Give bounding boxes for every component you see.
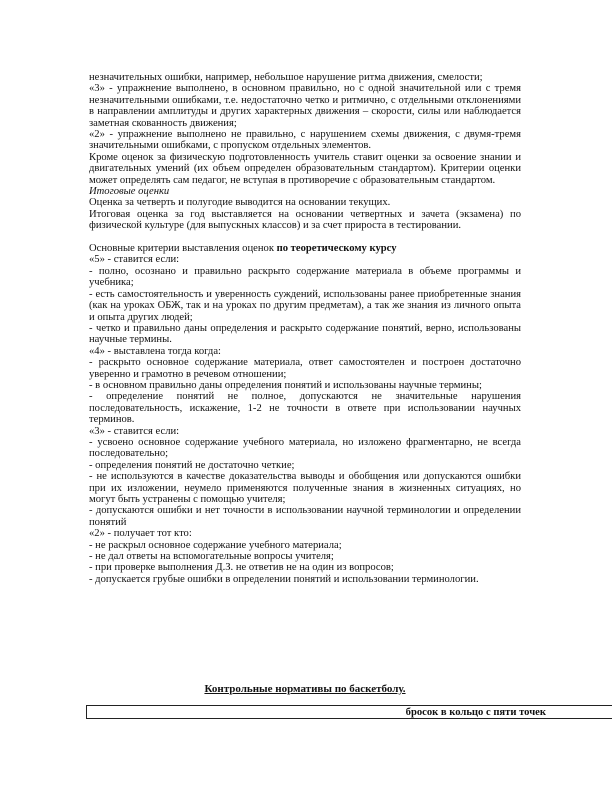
paragraph: Кроме оценок за физическую подготовленность учитель ставит оценки за освоение знании и двигательных умений (их объем определен образовательным стандартом). Критерии оценки может определять сам педагог, не вступая в противоречие с образовательным стандартом. (89, 151, 521, 186)
table-header-cell: бросок в кольцо с пяти точек (405, 707, 546, 718)
document-body (89, 72, 521, 585)
criteria-line: - усвоено основное содержание учебного материала, но изложено фрагментарно, не всегда последовательно; (89, 436, 521, 460)
theory-intro (89, 243, 521, 254)
criteria-line: - полно, осознано и правильно раскрыто содержание материала в объеме программы и учебника; (89, 265, 521, 289)
criteria-line: - допускаются ошибки и нет точности в использовании научной терминологии и определении понятий (89, 505, 521, 528)
criteria-line: «3» - ставится если: (89, 425, 180, 437)
theory-intro-text: Основные критерии выставления оценок (89, 243, 277, 255)
criteria-line: - не раскрыл основное содержание учебного материала; (89, 539, 342, 551)
criteria-line: - не используются в качестве доказательства выводы и обобщения или допускаются ошибки при их изложении, неумело применяются полученные знания в жизненных ситуациях, но могут быть устранены с помощью учителя; (89, 471, 521, 506)
criteria-line: - определение понятий не полное, допускаются не значительные нарушения последовательность, искажение, 1-2 не точности в ответе при использовании научных терминов. (89, 391, 521, 426)
criteria-line: «5» - ставится если: (89, 254, 180, 266)
section-title: Контрольные нормативы по баскетболу. (204, 683, 406, 695)
paragraph: Оценка за четверть и полугодие выводится на основании текущих. (89, 197, 391, 209)
criteria-line: «4» - выставлена тогда когда: (89, 345, 221, 357)
criteria-line: - определения понятий не достаточно четкие; (89, 459, 295, 471)
criteria-line: - раскрыто основное содержание материала, ответ самостоятелен и построен достаточно уверенно и грамотно в речевом отношении; (89, 357, 521, 380)
paragraph: «2» - упражнение выполнено не правильно, с нарушением схемы движения, с двумя-тремя значительными ошибками, с пропуском отдельных элементов. (89, 129, 521, 152)
paragraph: «3» - упражнение выполнено, в основном правильно, но с одной значительной или с тремя незначительными ошибками, т.е. недостаточно четко и ритмично, с отдельными отклонениями в направлении амплитуды и других характерных движения – скорости, силы или наблюдается заметная скованность движения; (89, 83, 521, 129)
criteria-line: «2» - получает тот кто: (89, 528, 192, 540)
criteria-line: - в основном правильно даны определения понятий и использованы научные термины; (89, 379, 482, 391)
criteria-line: - при проверке выполнения Д.З. не ответив не на один из вопросов; (89, 562, 394, 574)
criteria-line: - не дал ответы на вспомогательные вопросы учителя; (89, 551, 334, 563)
paragraph: Итоговая оценка за год выставляется на основании четвертных и зачета (экзамена) по физической культуре (для выпускных классов) и за счет прироста в тестировании. (89, 208, 521, 232)
blank-line (89, 232, 521, 243)
criteria-line: - четко и правильно даны определения и раскрыто содержание понятий, верно, использованы научные термины. (89, 322, 521, 346)
criteria-line: - допускается грубые ошибки в определении понятий и использовании терминологии. (89, 573, 479, 585)
criteria-line: - есть самостоятельность и уверенность суждений, использованы ранее приобретенные знания (как на уроках ОБЖ, так и на уроках по другим предметам), а так же знания из личного опыта и опыта других людей; (89, 288, 521, 323)
final-grades-heading: Итоговые оценки (89, 186, 170, 198)
paragraph: незначительных ошибки, например, небольшое нарушение ритма движения, смелости; (89, 72, 483, 83)
theory-intro-bold: по теоретическому курсу (276, 243, 397, 255)
norms-table (86, 705, 612, 719)
